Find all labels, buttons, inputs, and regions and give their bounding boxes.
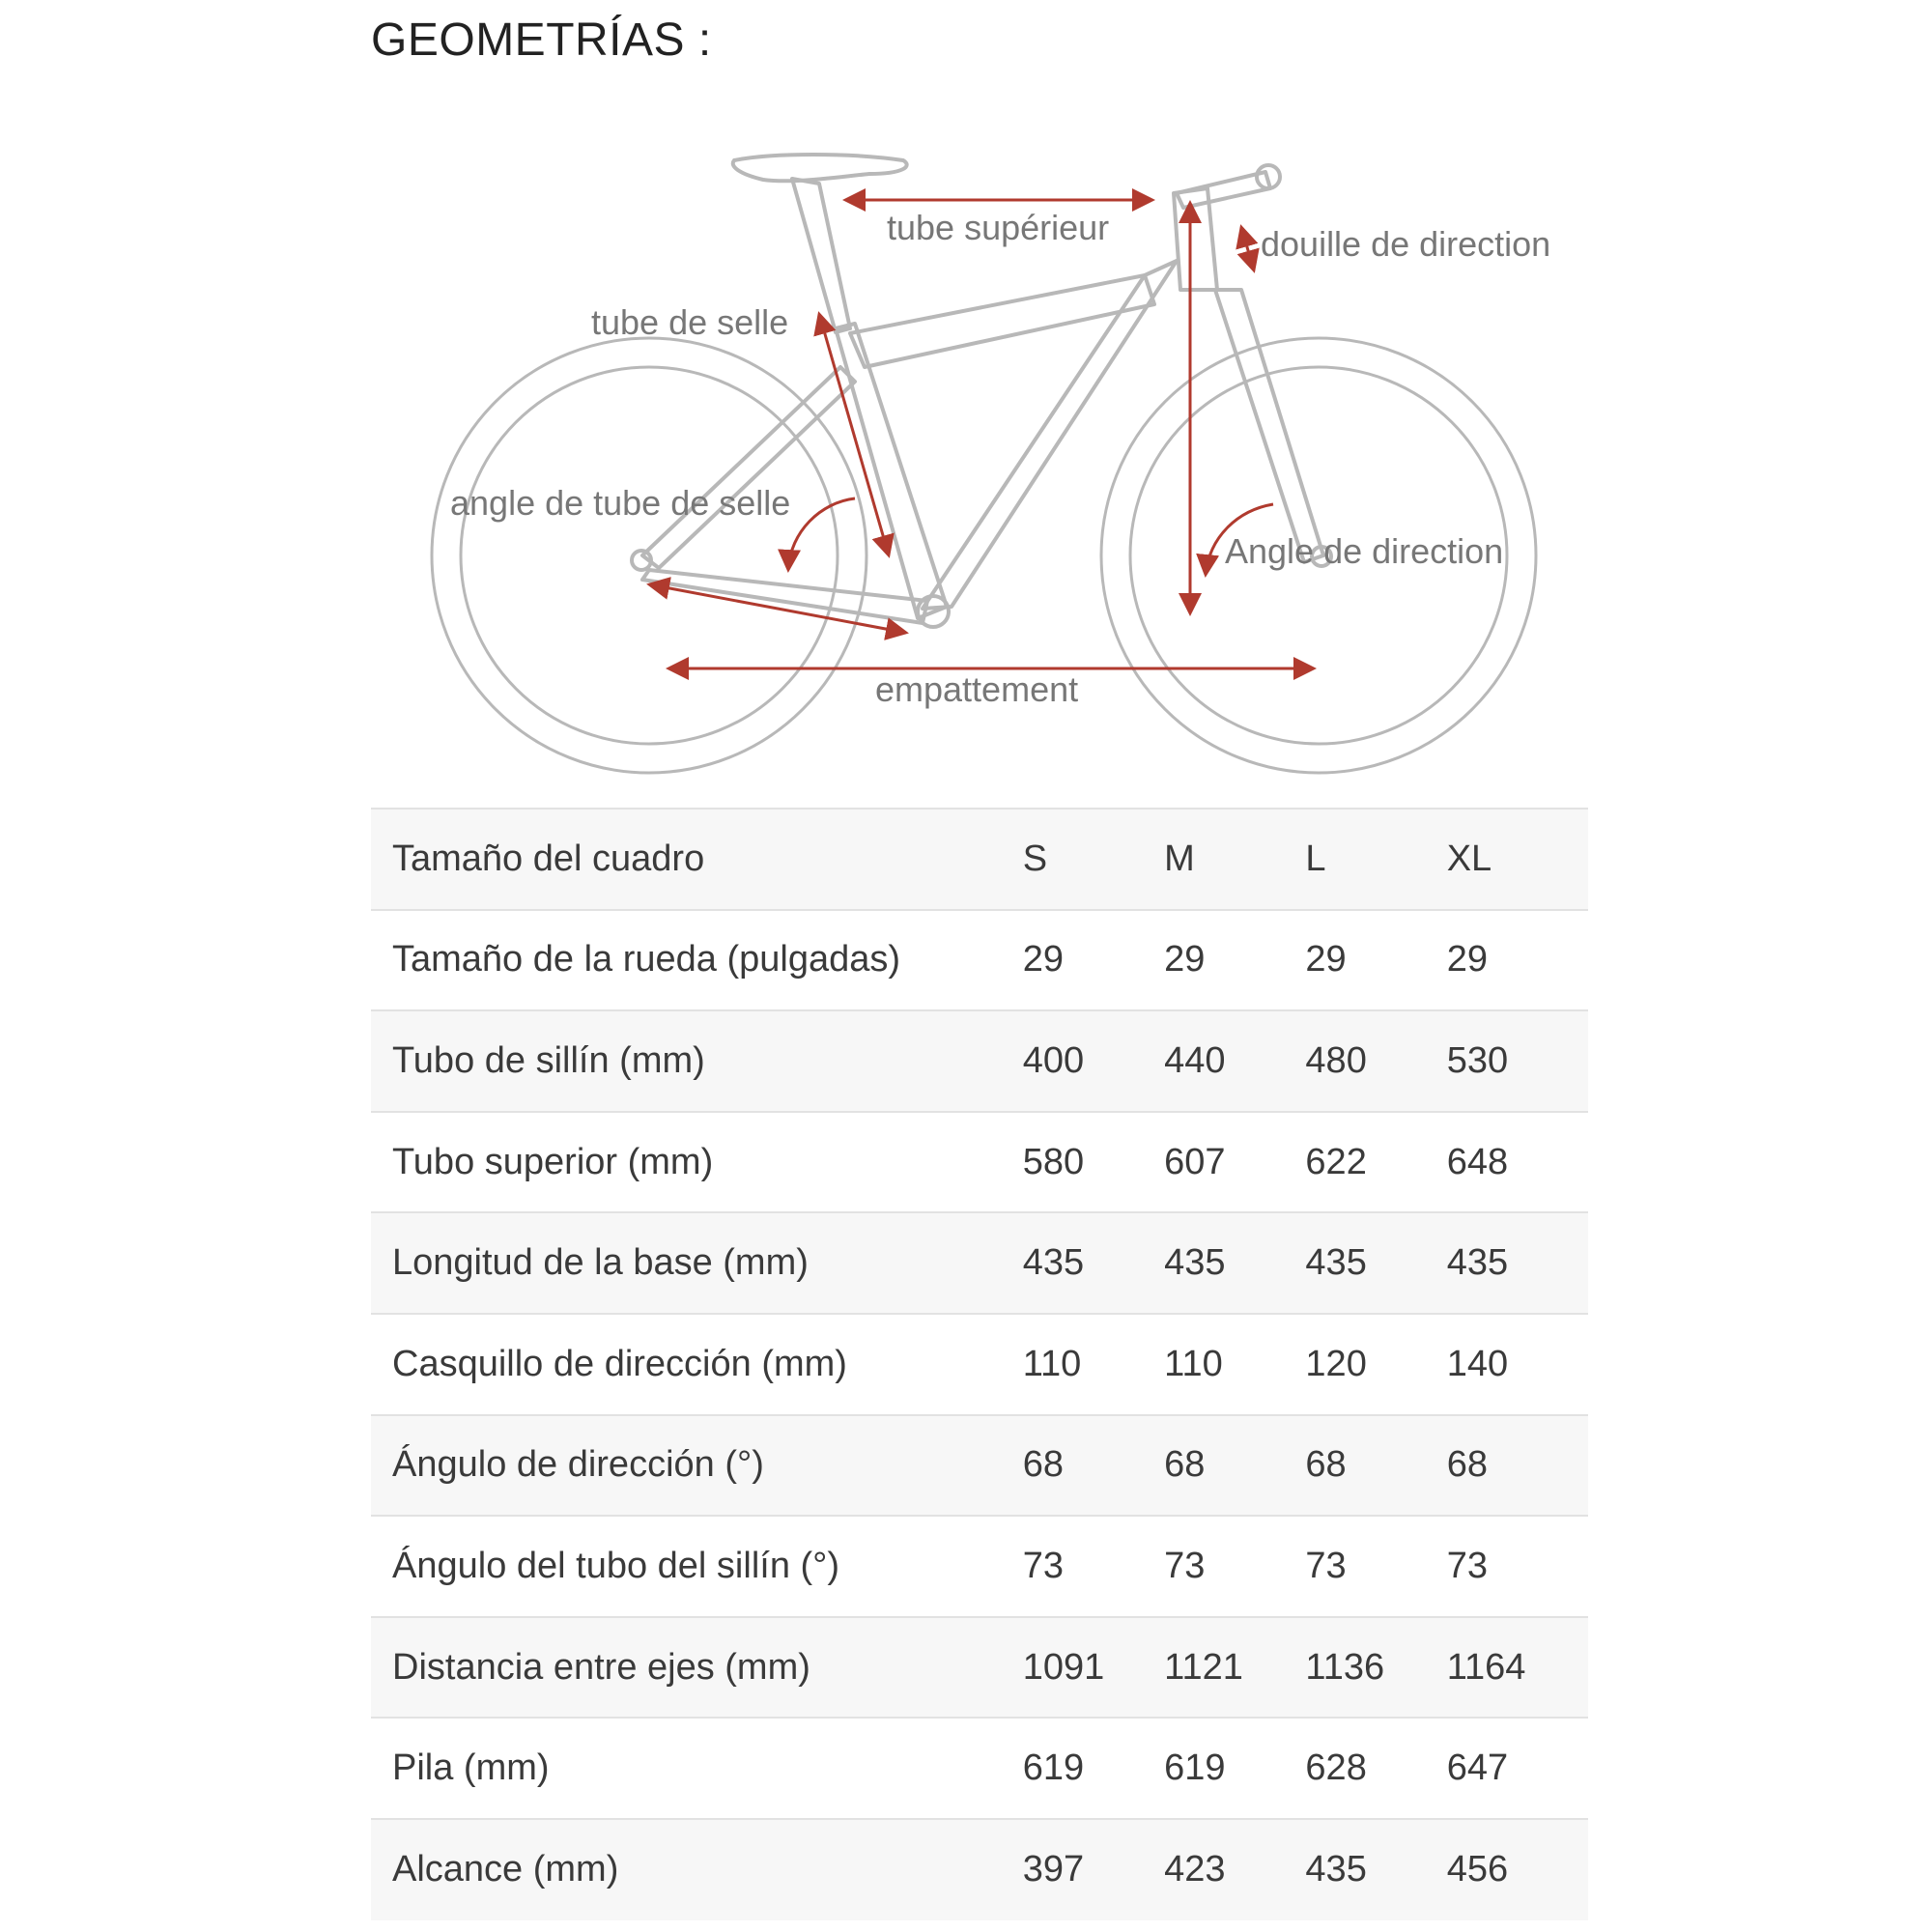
cell-value: 648 <box>1447 1112 1588 1213</box>
table-header-row <box>371 809 1588 910</box>
size-s: S <box>1023 809 1164 910</box>
row-label: Alcance (mm) <box>371 1819 1023 1920</box>
label-wheelbase: empattement <box>875 669 1079 709</box>
row-label: Ángulo del tubo del sillín (°) <box>371 1516 1023 1617</box>
cell-value: 1136 <box>1305 1617 1446 1719</box>
saddle <box>733 155 907 181</box>
row-label: Tubo de sillín (mm) <box>371 1010 1023 1112</box>
label-top-tube: tube supérieur <box>887 208 1110 247</box>
row-label: Ángulo de dirección (°) <box>371 1415 1023 1517</box>
cell-value: 400 <box>1023 1010 1164 1112</box>
cell-value: 73 <box>1447 1516 1588 1617</box>
table-row <box>371 1212 1588 1314</box>
cell-value: 1091 <box>1023 1617 1164 1719</box>
table-row <box>371 1819 1588 1920</box>
cell-value: 607 <box>1164 1112 1305 1213</box>
cell-value: 456 <box>1447 1819 1588 1920</box>
cell-value: 530 <box>1447 1010 1588 1112</box>
head-tube-arrow <box>1241 227 1254 270</box>
cell-value: 110 <box>1023 1314 1164 1415</box>
cell-value: 73 <box>1164 1516 1305 1617</box>
cell-value: 480 <box>1305 1010 1446 1112</box>
row-label: Longitud de la base (mm) <box>371 1212 1023 1314</box>
label-seat-tube: tube de selle <box>591 302 789 342</box>
row-label: Tubo superior (mm) <box>371 1112 1023 1213</box>
cell-value: 140 <box>1447 1314 1588 1415</box>
cell-value: 29 <box>1305 910 1446 1011</box>
cell-value: 622 <box>1305 1112 1446 1213</box>
cell-value: 29 <box>1164 910 1305 1011</box>
cell-value: 1121 <box>1164 1617 1305 1719</box>
seat-angle-arrow <box>788 498 855 570</box>
cell-value: 68 <box>1305 1415 1446 1517</box>
row-label: Distancia entre ejes (mm) <box>371 1617 1023 1719</box>
size-xl: XL <box>1447 809 1588 910</box>
cell-value: 435 <box>1305 1819 1446 1920</box>
cell-value: 619 <box>1023 1718 1164 1819</box>
page-title: GEOMETRÍAS : <box>371 14 712 66</box>
label-head-tube: douille de direction <box>1261 224 1551 264</box>
cell-value: 619 <box>1164 1718 1305 1819</box>
table-row <box>371 1010 1588 1112</box>
row-label: Tamaño de la rueda (pulgadas) <box>371 910 1023 1011</box>
cell-value: 29 <box>1023 910 1164 1011</box>
table-row <box>371 1314 1588 1415</box>
cell-value: 68 <box>1164 1415 1305 1517</box>
size-m: M <box>1164 809 1305 910</box>
table-row <box>371 1415 1588 1517</box>
cell-value: 435 <box>1447 1212 1588 1314</box>
cell-value: 68 <box>1023 1415 1164 1517</box>
cell-value: 580 <box>1023 1112 1164 1213</box>
table-row <box>371 1516 1588 1617</box>
table-row <box>371 1112 1588 1213</box>
table-row <box>371 910 1588 1011</box>
cell-value: 120 <box>1305 1314 1446 1415</box>
size-l: L <box>1305 809 1446 910</box>
chainstay-arrow <box>649 584 906 633</box>
cell-value: 397 <box>1023 1819 1164 1920</box>
cell-value: 435 <box>1023 1212 1164 1314</box>
header-label: Tamaño del cuadro <box>371 809 1023 910</box>
cell-value: 29 <box>1447 910 1588 1011</box>
cell-value: 440 <box>1164 1010 1305 1112</box>
label-seat-tube-angle: angle de tube de selle <box>450 483 791 523</box>
cell-value: 647 <box>1447 1718 1588 1819</box>
bike-geometry-diagram <box>0 0 1932 792</box>
row-label: Casquillo de dirección (mm) <box>371 1314 1023 1415</box>
cell-value: 68 <box>1447 1415 1588 1517</box>
cell-value: 110 <box>1164 1314 1305 1415</box>
geometry-table <box>371 808 1588 1920</box>
table-row <box>371 1718 1588 1819</box>
cell-value: 435 <box>1164 1212 1305 1314</box>
cell-value: 1164 <box>1447 1617 1588 1719</box>
cell-value: 73 <box>1305 1516 1446 1617</box>
cell-value: 628 <box>1305 1718 1446 1819</box>
row-label: Pila (mm) <box>371 1718 1023 1819</box>
table-row <box>371 1617 1588 1719</box>
cell-value: 73 <box>1023 1516 1164 1617</box>
cell-value: 423 <box>1164 1819 1305 1920</box>
label-head-angle: Angle de direction <box>1225 531 1504 571</box>
cell-value: 435 <box>1305 1212 1446 1314</box>
